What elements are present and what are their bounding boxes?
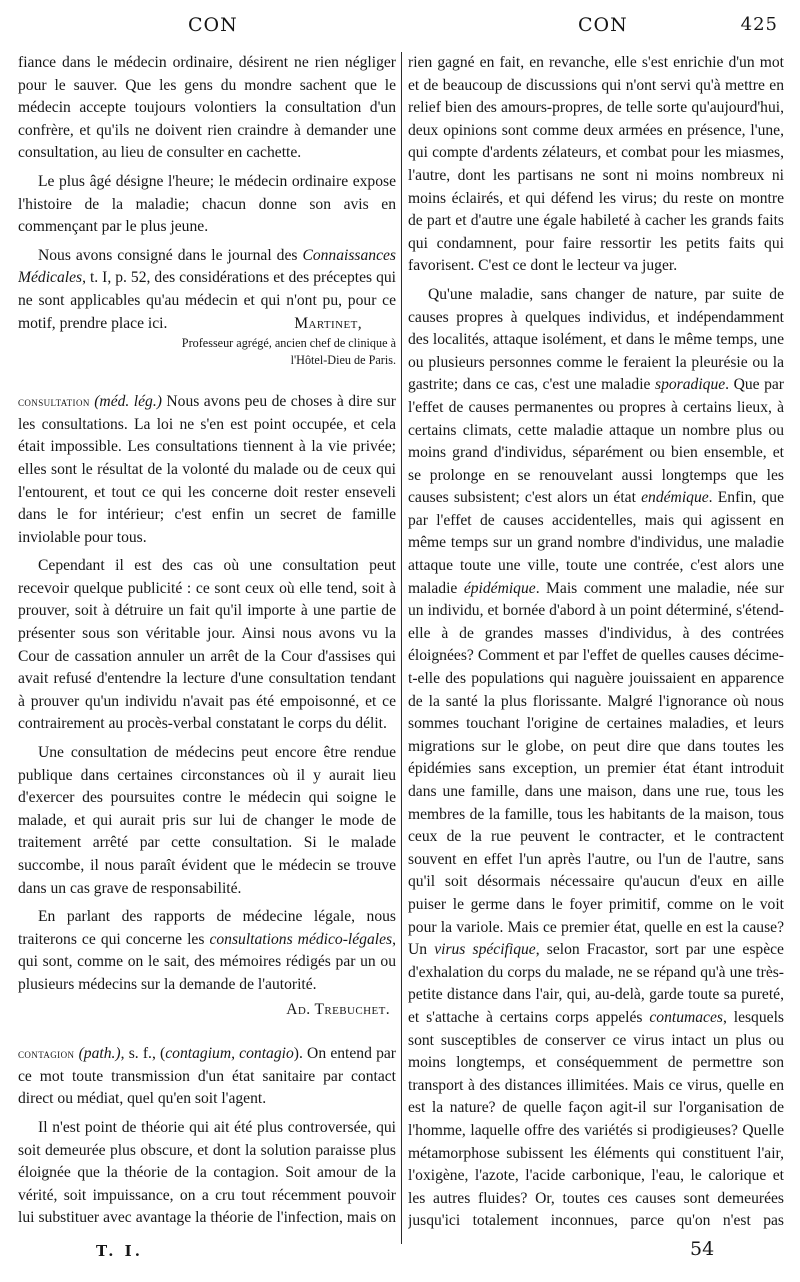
header-right-word: CON [578, 14, 628, 36]
article-contagion: contagion (path.), s. f., (contagium, contagio). On entend par ce mot toute transmission d'un état sanitaire par contact direct ou médiat, quel qu'en soit l'agent. [18, 1045, 396, 1108]
article-consultation-med-leg: consultation (méd. lég.) Nous avons peu de choses à dire sur les consultations. La loi ne s'en est point occupée, et cela était impossible. Les consultations tiennent à la vie privée; elles sont le résultat de la volonté du malade ou de ceux qui l'entourent, et tout ce qui les concerne doit rester enseveli dans le for intérieur; c'est enfin un secret de famille inviolable pour tous. [18, 393, 396, 546]
paragraph: Nous avons consigné dans le journal des Connaissances Médicales, t. I, p. 52, des considérations et des préceptes qui ne sont applicables qu'au médecin et qui n'ont pu, pour ce motif, prendre place ici. [18, 246, 396, 332]
article-headword: contagion [18, 1046, 75, 1062]
author-title-line: l'Hôtel-Dieu de Paris. [290, 353, 396, 368]
paragraph: Il n'est point de théorie qui ait été plus controversée, qui soit demeurée plus obscure, et dont la solution paraisse plus éloignée que la théorie de la contagion. Soit amour de la vérité, soit impuissance, on a cru tout récemment pouvoir lui substituer avec avantage la théorie de l'infection, mais on [18, 1118, 396, 1227]
page-footer [0, 1238, 800, 1268]
header-left-word: CON [188, 14, 238, 36]
running-header [0, 14, 800, 44]
journal-title: Connaissances Médicales [18, 246, 396, 287]
author-title-line: Professeur agrégé, ancien chef de clinique à [181, 336, 396, 351]
article-category: (path.) [78, 1045, 121, 1063]
paragraph: Une consultation de médecins peut encore être rendue publique dans certaines circonstances où il y aurait lieu d'exercer des poursuites contre le médecin qui soigne le malade, et qui aurait pris sur lui de changer le mode de traitement arrêté par cette consultation. Si le malade succombe, il nous paraît évident que le médecin se trouve dans un cas grave de responsabilité. [18, 744, 396, 897]
author-signature: Martinet, [294, 314, 362, 332]
right-column [408, 52, 784, 1232]
sheet-mark: T. I. [96, 1242, 143, 1260]
author-signature: Ad. Trebuchet. [286, 1000, 390, 1018]
page-number: 425 [740, 14, 778, 35]
paragraph: rien gagné en fait, en revanche, elle s'est enrichie d'un mot et de beaucoup de discussions qui n'ont servi qu'à mettre en relief bien des amours-propres, de telle sorte qu'aujourd'hui, deux opinions sont comme deux armées en présence, l'une, qui compte d'ardents zélateurs, et combat pour les miasmes, l'autre, dont les partisans ne sont ni moins nombreux ni moins éclairés, et qui défend les virus; du reste on montre de part et d'autre une égale habileté à cacher les grands faits qui condamnent, pour faire ressortir les petits faits qui favorisent. C'est ce dont le lecteur va juger. [408, 54, 784, 275]
paragraph: Qu'une maladie, sans changer de nature, par suite de causes propres à quelques individus, et indépendamment des localités, attaque isolément, et dans le même temps, une ou plusieurs personnes comme le feraient la pleurésie ou la gastrite; dans ce cas, c'est une maladie sporadique. Que par l'effet de causes permanentes ou propres à certains lieux, à certains climats, cette maladie attaque un nombre plus ou moins grand d'individus, séparément ou bien ensemble, et se prolonge en se renouvelant aussi longtemps que les causes subsistent; c'est alors un état endémique. Enfin, que par l'effet de causes accidentelles, mais qui agissent en même temps sur un grand nombre d'individus, une maladie attaque toute une ville, toute une contrée, c'est alors une maladie épidémique. Mais comment une maladie, née sur un individu, et bornée d'abord à un point déterminé, s'étend-elle à de grandes masses d'individus, à des contrées éloignées? Comment et par l'effet de quelles causes décime-t-elle des populations qui naguère jouissaient en apparence de la santé la plus florissante. Malgré l'ignorance où nous sommes touchant l'origine de certaines maladies, et leurs migrations sur le globe, on peut dire que dans toutes les épidémies sans exception, un premier état étant introduit dans une famille, dans une maison, dans une rue, tous les membres de la famille, tous les habitants de la maison, tous ceux de la rue peuvent le contracter, et le contractent souvent en effet l'un après l'autre, ou l'un de l'autre, sans qu'il soit désormais nécessaire qu'aucun d'eux en aille puiser le germe dans le foyer primitif, comme on le voit pour la variole. Mais ce premier état, quelle en est la cause? Un virus spécifique, selon Fracastor, sort par une espèce d'exhalation du corps du malade, ne se répand qu'à une très-petite distance dans l'air, qui, au-delà, garde toute sa pureté, et s'attache à certains corps appelés contumaces, lesquels sont susceptibles de conserver ce virus intact un plus ou moins longtemps, et conséquemment de permettre son transport à des distances illimitées. Mais ce virus, quelle en est la nature? de quelle façon agit-il sur l'organisation de l'homme, laquelle offre des variétés si prodigieuses? Quelle métamorphose subissent les éléments qui constituent l'air, l'oxigène, l'azote, l'acide carbonique, l'eau, le calorique et les autres fluides? Or, toutes ces causes sont demeurées jusqu'ici totalement inconnues, parce qu'on n'est pas [408, 285, 784, 1230]
paragraph: Le plus âgé désigne l'heure; le médecin ordinaire expose l'histoire de la maladie; chacun donne son avis en commençant par le plus jeune. [18, 172, 396, 236]
signature-number: 54 [690, 1238, 715, 1260]
paragraph: Cependant il est des cas où une consultation peut recevoir quelque publicité : ce sont ceux où elle tend, soit à prouver, soit à détruire un fait qu'il importe à une partie de présenter sous son véritable jour. Ainsi nous avons vu la Cour de cassation annuler un arrêt de la Cour d'assises qui avait refusé d'entendre la lecture d'une consultation tendant à prouver qu'un individu n'avait pas été empoisonné, et ce contrairement au procès-verbal constatant le corps du délit. [18, 557, 396, 733]
left-column [18, 52, 396, 1232]
article-headword: consultation [18, 394, 90, 410]
article-category: (méd. lég.) [94, 393, 162, 411]
paragraph: En parlant des rapports de médecine légale, nous traiterons ce qui concerne les consultations médico-légales, qui sont, comme on le sait, des mémoires rédigés par un ou plusieurs médecins sur la demande de l'autorité. [18, 908, 396, 993]
column-divider [401, 52, 402, 1244]
paragraph: fiance dans le médecin ordinaire, désirent ne rien négliger pour le sauver. Que les gens du mondre sachent que le médecin accepte toujours volontiers la consultation d'un confrère, et qu'ils ne doivent rien craindre à demander une consultation, au lieu de consulter en cachette. [18, 54, 396, 162]
